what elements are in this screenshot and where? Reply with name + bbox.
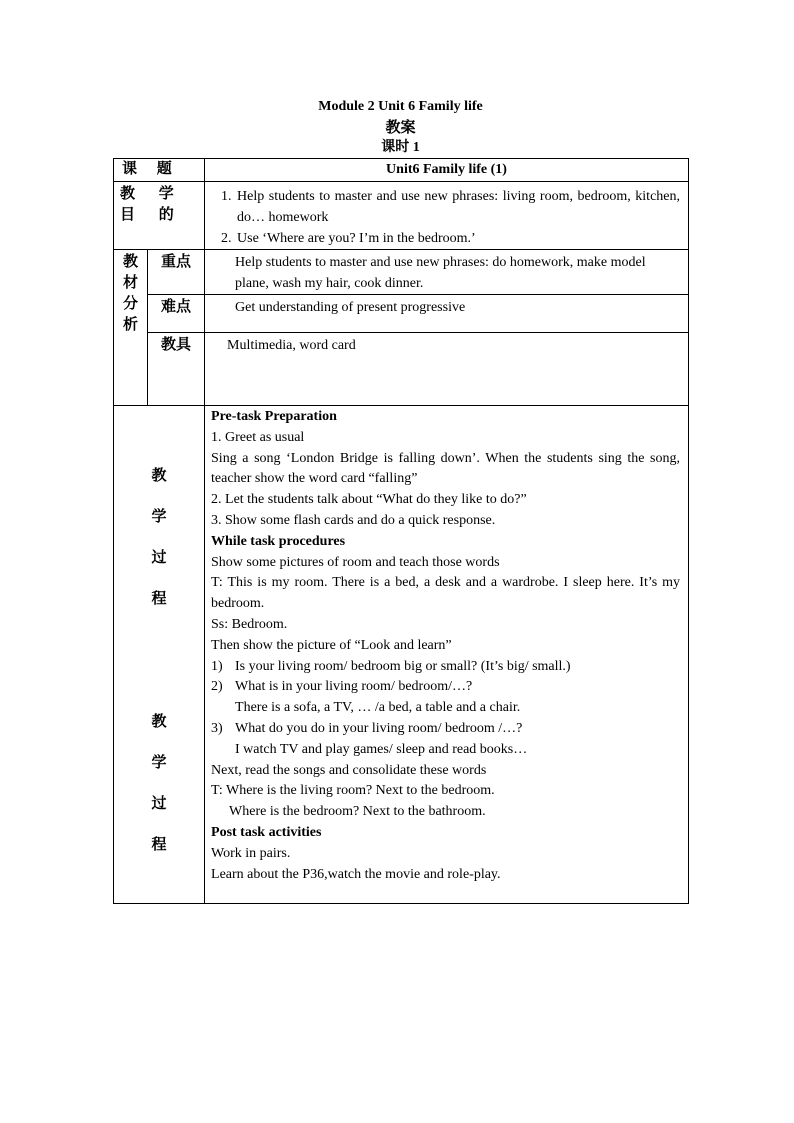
analysis-label-char: 析: [122, 317, 138, 333]
analysis-label-char: 分: [122, 296, 138, 312]
topic-value: Unit6 Family life (1): [205, 159, 689, 182]
analysis-label: [114, 250, 148, 406]
question-number: 2): [211, 679, 223, 695]
aims-list: [205, 182, 688, 249]
process-label-char: 过: [151, 796, 167, 812]
while-task-step: T: Where is the living room? Next to the bedroom.: [211, 783, 495, 799]
aims-label-line1: 教 学: [120, 186, 184, 202]
process-label-char: 学: [151, 509, 167, 525]
key-points-row: [114, 250, 689, 295]
pre-task-step: 2. Let the students talk about “What do they like to do?”: [211, 492, 527, 508]
question-answer: I watch TV and play games/ sleep and read books…: [235, 741, 528, 757]
while-task-step: Then show the picture of “Look and learn”: [211, 637, 452, 653]
while-task-step: Next, read the songs and consolidate these words: [211, 762, 487, 778]
teaching-aids-label: 教具: [148, 333, 205, 406]
pre-task-step: 1. Greet as usual: [211, 429, 305, 445]
pre-task-heading: Pre-task Preparation: [211, 409, 337, 424]
question-item: [211, 677, 680, 698]
process-content: [205, 406, 689, 904]
difficulty-row: [114, 295, 689, 333]
teaching-aids-row: [114, 333, 689, 406]
question-item: [211, 657, 680, 678]
question-text: What do you do in your living room/ bedroom /…?: [235, 720, 523, 736]
analysis-label-char: 教: [122, 254, 138, 270]
process-label-spacer: [114, 661, 204, 702]
pre-task-step: 3. Show some flash cards and do a quick response.: [211, 512, 496, 528]
process-label-char: 程: [151, 591, 167, 607]
process-row: [114, 406, 689, 904]
question-number: 3): [211, 720, 223, 736]
process-label-char: 程: [151, 837, 167, 853]
process-label-char: 教: [151, 468, 167, 484]
process-label-char: 教: [151, 714, 167, 730]
process-label: [114, 406, 205, 904]
key-points-label: 重点: [148, 250, 205, 295]
while-task-step: Ss: Bedroom.: [211, 616, 288, 632]
aims-row: [114, 182, 689, 250]
while-task-step: Where is the bedroom? Next to the bathroom.: [229, 804, 486, 820]
document-subtitle: 教案: [385, 120, 416, 136]
difficulty-text: Get understanding of present progressive: [205, 295, 689, 333]
pre-task-step: Sing a song ‘London Bridge is falling down’. When the students sing the song, teacher show the word card “falling”: [211, 450, 681, 487]
process-label-char: 学: [151, 755, 167, 771]
topic-row: [114, 159, 689, 182]
post-task-heading: Post task activities: [211, 824, 322, 840]
post-task-step: Work in pairs.: [211, 845, 291, 861]
document-title: Module 2 Unit 6 Family life: [318, 99, 483, 114]
lesson-plan-table: [113, 158, 689, 904]
question-answer: There is a sofa, a TV, … /a bed, a table and a chair.: [235, 700, 521, 716]
question-text: What is in your living room/ bedroom/…?: [235, 679, 473, 695]
aim-item: 2. Use ‘Where are you? I’m in the bedroom.’: [235, 228, 680, 249]
while-task-heading: While task procedures: [211, 533, 346, 549]
while-task-step: T: This is my room. There is a bed, a desk and a wardrobe. I sleep here. It’s my bedroom.: [211, 575, 681, 612]
question-item: [211, 719, 680, 740]
topic-label: 课 题: [114, 159, 205, 182]
lesson-number: 课时 1: [381, 140, 420, 155]
teaching-aids-text: Multimedia, word card: [205, 333, 689, 406]
aims-label-line2: 目 的: [120, 207, 184, 223]
aims-cell: [205, 182, 689, 250]
aim-item: 1. Help students to master and use new phrases: living room, bedroom, kitchen, do… homework: [235, 186, 680, 228]
while-task-step: Show some pictures of room and teach those words: [211, 554, 500, 570]
post-task-step: Learn about the P36,watch the movie and role-play.: [211, 866, 501, 882]
process-label-char: 过: [151, 550, 167, 566]
key-points-text: Help students to master and use new phrases: do homework, make model plane, wash my hair, cook dinner.: [205, 250, 689, 295]
question-number: 1): [211, 658, 223, 674]
analysis-label-char: 材: [122, 275, 138, 291]
question-text: Is your living room/ bedroom big or small? (It’s big/ small.): [235, 658, 571, 674]
process-label-spacer: [114, 620, 204, 661]
difficulty-label: 难点: [148, 295, 205, 333]
aims-label: [114, 182, 205, 250]
